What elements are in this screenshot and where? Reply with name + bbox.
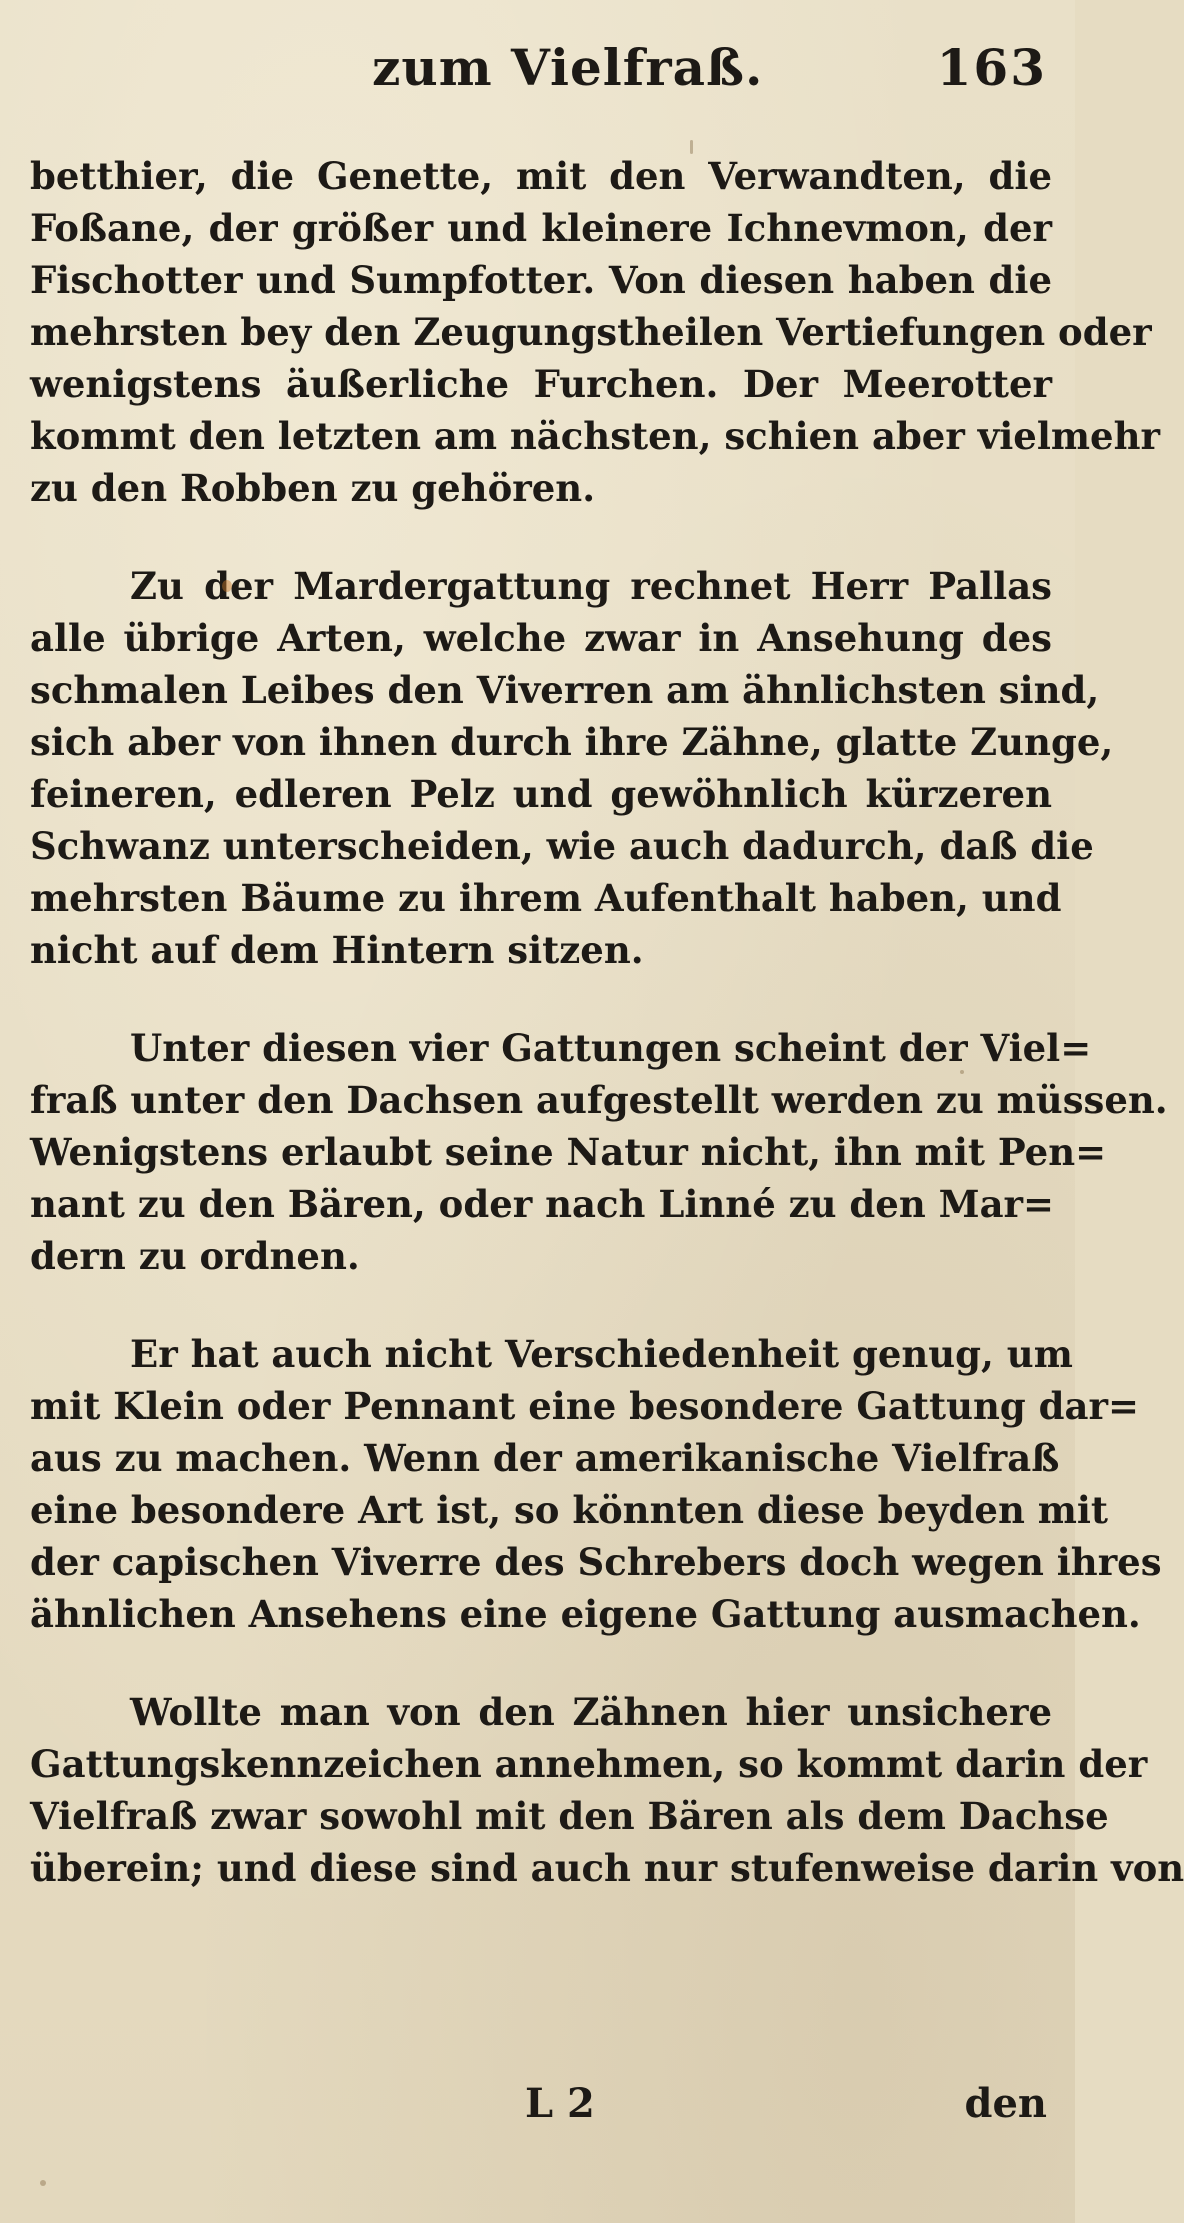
text-line: nicht auf dem Hintern sitzen. — [30, 928, 644, 972]
text-line: Wollte man von den Zähnen hier unsichere — [130, 1690, 1052, 1734]
paper-speck — [222, 580, 232, 592]
text-line: nant zu den Bären, oder nach Linné zu den Mar= — [30, 1182, 1055, 1226]
body-text — [30, 150, 1184, 1940]
paper-speck — [690, 140, 693, 154]
text-line: Gattungskennzeichen annehmen, so kommt darin der — [30, 1742, 1148, 1786]
text-line: dern zu ordnen. — [30, 1234, 360, 1278]
paper-speck — [40, 2180, 46, 2186]
text-line: feineren, edleren Pelz und gewöhnlich kürzeren — [30, 772, 1052, 816]
paper-speck — [960, 1070, 964, 1074]
text-line: eine besondere Art ist, so könnten diese beyden mit — [30, 1488, 1109, 1532]
page-number: 163 — [936, 38, 1047, 97]
text-line: betthier, die Genette, mit den Verwandten, die — [30, 154, 1052, 198]
page-footer — [0, 2080, 1075, 2140]
text-line: der capischen Viverre des Schrebers doch wegen ihres — [30, 1540, 1162, 1584]
text-line: Schwanz unterscheiden, wie auch dadurch, daß die — [30, 824, 1094, 868]
text-line: Unter diesen vier Gattungen scheint der Viel= — [130, 1026, 1092, 1070]
text-line: fraß unter den Dachsen aufgestellt werden zu müssen. — [30, 1078, 1168, 1122]
paragraph-1 — [30, 150, 1160, 514]
text-line: Vielfraß zwar sowohl mit den Bären als dem Dachse — [30, 1794, 1109, 1838]
text-line: mehrsten bey den Zeugungstheilen Vertiefungen oder — [30, 310, 1152, 354]
text-line: ähnlichen Ansehens eine eigene Gattung ausmachen. — [30, 1592, 1141, 1636]
catchword: den — [964, 2080, 1047, 2127]
paragraph-3 — [30, 1022, 1168, 1282]
paragraph-5 — [30, 1686, 1184, 1894]
text-line: kommt den letzten am nächsten, schien aber vielmehr — [30, 414, 1160, 458]
running-title: zum Vielfraß. — [372, 38, 764, 97]
text-line: Zu der Mardergattung rechnet Herr Pallas — [130, 564, 1052, 608]
text-line: Fischotter und Sumpfotter. Von diesen haben die — [30, 258, 1052, 302]
text-line: alle übrige Arten, welche zwar in Ansehung des — [30, 616, 1052, 660]
text-line: Foßane, der größer und kleinere Ichnevmon, der — [30, 206, 1052, 250]
paragraph-4 — [30, 1328, 1162, 1640]
text-line: wenigstens äußerliche Furchen. Der Meerotter — [30, 362, 1052, 406]
text-line: aus zu machen. Wenn der amerikanische Vielfraß — [30, 1436, 1060, 1480]
text-line: zu den Robben zu gehören. — [30, 466, 596, 510]
signature-mark: L 2 — [525, 2080, 595, 2127]
text-line: Er hat auch nicht Verschiedenheit genug, um — [130, 1332, 1073, 1376]
paragraph-2 — [30, 560, 1114, 976]
text-line: mehrsten Bäume zu ihrem Aufenthalt haben, und — [30, 876, 1062, 920]
page-header — [0, 38, 1075, 118]
text-line: mit Klein oder Pennant eine besondere Gattung dar= — [30, 1384, 1139, 1428]
text-line: sich aber von ihnen durch ihre Zähne, glatte Zunge, — [30, 720, 1114, 764]
text-line: überein; und diese sind auch nur stufenweise darin von — [30, 1846, 1184, 1890]
text-line: Wenigstens erlaubt seine Natur nicht, ihn mit Pen= — [30, 1130, 1107, 1174]
text-line: schmalen Leibes den Viverren am ähnlichsten sind, — [30, 668, 1100, 712]
